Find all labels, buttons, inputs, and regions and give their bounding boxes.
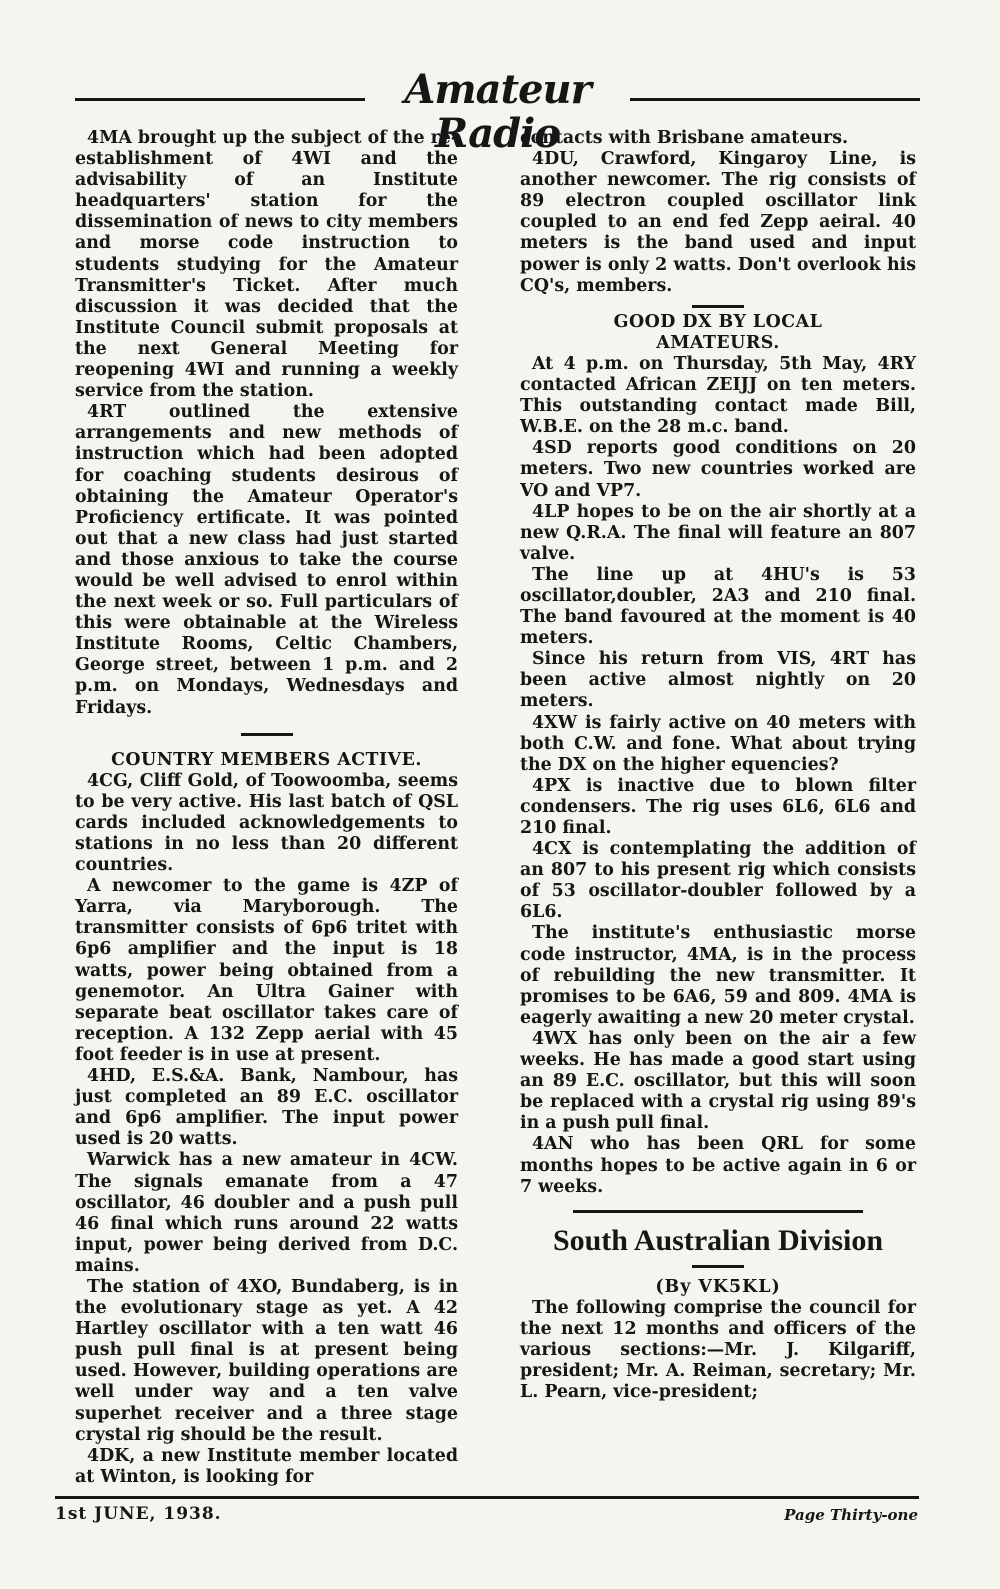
paragraph: 4HD, E.S.&A. Bank, Nambour, has just completed an 89 E.C. oscillator and 6p6 amplifier. The input power used is 20 watts.	[75, 1066, 458, 1150]
paragraph: 4DU, Crawford, Kingaroy Line, is another newcomer. The rig consists of 89 electron coupled oscillator link coupled to an end fed Zepp aeiral. 40 meters is the band used and input power is only 2 watts. Don't overlook his CQ's, members.	[520, 149, 916, 296]
byline-divider	[692, 1265, 744, 1268]
division-divider	[573, 1210, 863, 1213]
section-heading-line2: AMATEURS.	[656, 332, 780, 353]
section-heading: COUNTRY MEMBERS ACTIVE.	[111, 749, 422, 770]
paragraph: The line up at 4HU's is 53 oscillator,doubler, 2A3 and 210 final. The band favoured at the moment is 40 meters.	[520, 564, 916, 649]
paragraph: Warwick has a new amateur in 4CW. The signals emanate from a 47 oscillator, 46 doubler and a push pull 46 final which runs around 22 watts input, power being derived from D.C. mains.	[75, 1150, 458, 1276]
paragraph: 4DK, a new Institute member located at Winton, is looking for	[75, 1445, 458, 1487]
footer-rule	[55, 1496, 919, 1499]
masthead-rule-right	[630, 98, 920, 101]
paragraph: A newcomer to the game is 4ZP of Yarra, via Maryborough. The transmitter consists of 6p6 tritet with 6p6 amplifier and the input is 18 watts, power being obtained from a genemotor. An Ultra Gainer with separate beat oscillator takes care of reception. A 132 Zepp aerial with 45 foot feeder is in use at present.	[75, 876, 458, 1065]
paragraph: The following comprise the council for the next 12 months and officers of the various sections:—Mr. J. Kilgariff, president; Mr. A. Reiman, secretary; Mr. L. Pearn, vice-president;	[520, 1297, 916, 1403]
masthead-rule-left	[75, 98, 365, 101]
masthead-title: Amateur Radio	[404, 66, 591, 157]
byline: (By VK5KL)	[655, 1276, 781, 1297]
paragraph: contacts with Brisbane amateurs.	[520, 128, 849, 148]
paragraph: 4XW is fairly active on 40 meters with both C.W. and fone. What about trying the DX on the higher equencies?	[520, 712, 916, 775]
paragraph: 4PX is inactive due to blown filter condensers. The rig uses 6L6, 6L6 and 210 final.	[520, 775, 916, 838]
paragraph: The station of 4XO, Bundaberg, is in the evolutionary stage as yet. A 42 Hartley oscillator with a ten watt 46 push pull final is at present being used. However, building operations are well under way and a ten valve superhet receiver and a three stage crystal rig should be the result.	[75, 1276, 458, 1445]
right-column	[520, 128, 916, 1403]
page-number: Page Thirty-one	[784, 1506, 918, 1524]
section-divider	[692, 305, 744, 308]
paragraph: 4LP hopes to be on the air shortly at a new Q.R.A. The final will feature an 807 valve.	[520, 501, 916, 564]
paragraph: 4WX has only been on the air a few weeks. He has made a good start using an 89 E.C. oscillator, but this will soon be replaced with a crystal rig using 89's in a push pull final.	[520, 1028, 916, 1134]
section-heading-line1: GOOD DX BY LOCAL	[613, 311, 823, 332]
paragraph: 4SD reports good conditions on 20 meters. Two new countries worked are VO and VP7.	[520, 438, 916, 501]
paragraph: 4RT outlined the extensive arrangements and new methods of instruction which had been adopted for coaching students desirous of obtaining the Amateur Operator's Proficiency ertificate. It was pointed out that a new class had just started and those anxious to take the course would be well advised to enrol within the next week or so. Full particulars of this were obtainable at the Wireless Institute Rooms, Celtic Chambers, George street, between 1 p.m. and 2 p.m. on Mondays, Wednesdays and Fridays.	[75, 402, 458, 718]
paragraph: 4CX is contemplating the addition of an 807 to his present rig which consists of 53 oscillator-doubler followed by a 6L6.	[520, 839, 916, 923]
left-column	[75, 128, 458, 1488]
section-divider	[241, 733, 293, 736]
paragraph: 4CG, Cliff Gold, of Toowoomba, seems to be very active. His last batch of QSL cards included acknowledgements to stations in no less than 20 different countries.	[75, 770, 458, 876]
paragraph: 4MA brought up the subject of the re-establishment of 4WI and the advisability of an Institute headquarters' station for the dissemination of news to city members and morse code instruction to students studying for the Amateur Transmitter's Ticket. After much discussion it was decided that the Institute Council submit proposals at the next General Meeting for reopening 4WI and running a weekly service from the station.	[75, 128, 459, 402]
paragraph: The institute's enthusiastic morse code instructor, 4MA, is in the process of rebuilding the new transmitter. It promises to be 6A6, 59 and 809. 4MA is eagerly awaiting a new 20 meter crystal.	[520, 923, 916, 1028]
issue-date: 1st JUNE, 1938.	[55, 1504, 222, 1524]
division-title: South Australian Division	[552, 1223, 884, 1257]
paragraph: Since his return from VIS, 4RT has been active almost nightly on 20 meters.	[520, 649, 916, 712]
paragraph: 4AN who has been QRL for some months hopes to be active again in 6 or 7 weeks.	[520, 1134, 916, 1197]
paragraph: At 4 p.m. on Thursday, 5th May, 4RY contacted African ZEIJJ on ten meters. This outstanding contact made Bill, W.B.E. on the 28 m.c. band.	[520, 353, 916, 438]
